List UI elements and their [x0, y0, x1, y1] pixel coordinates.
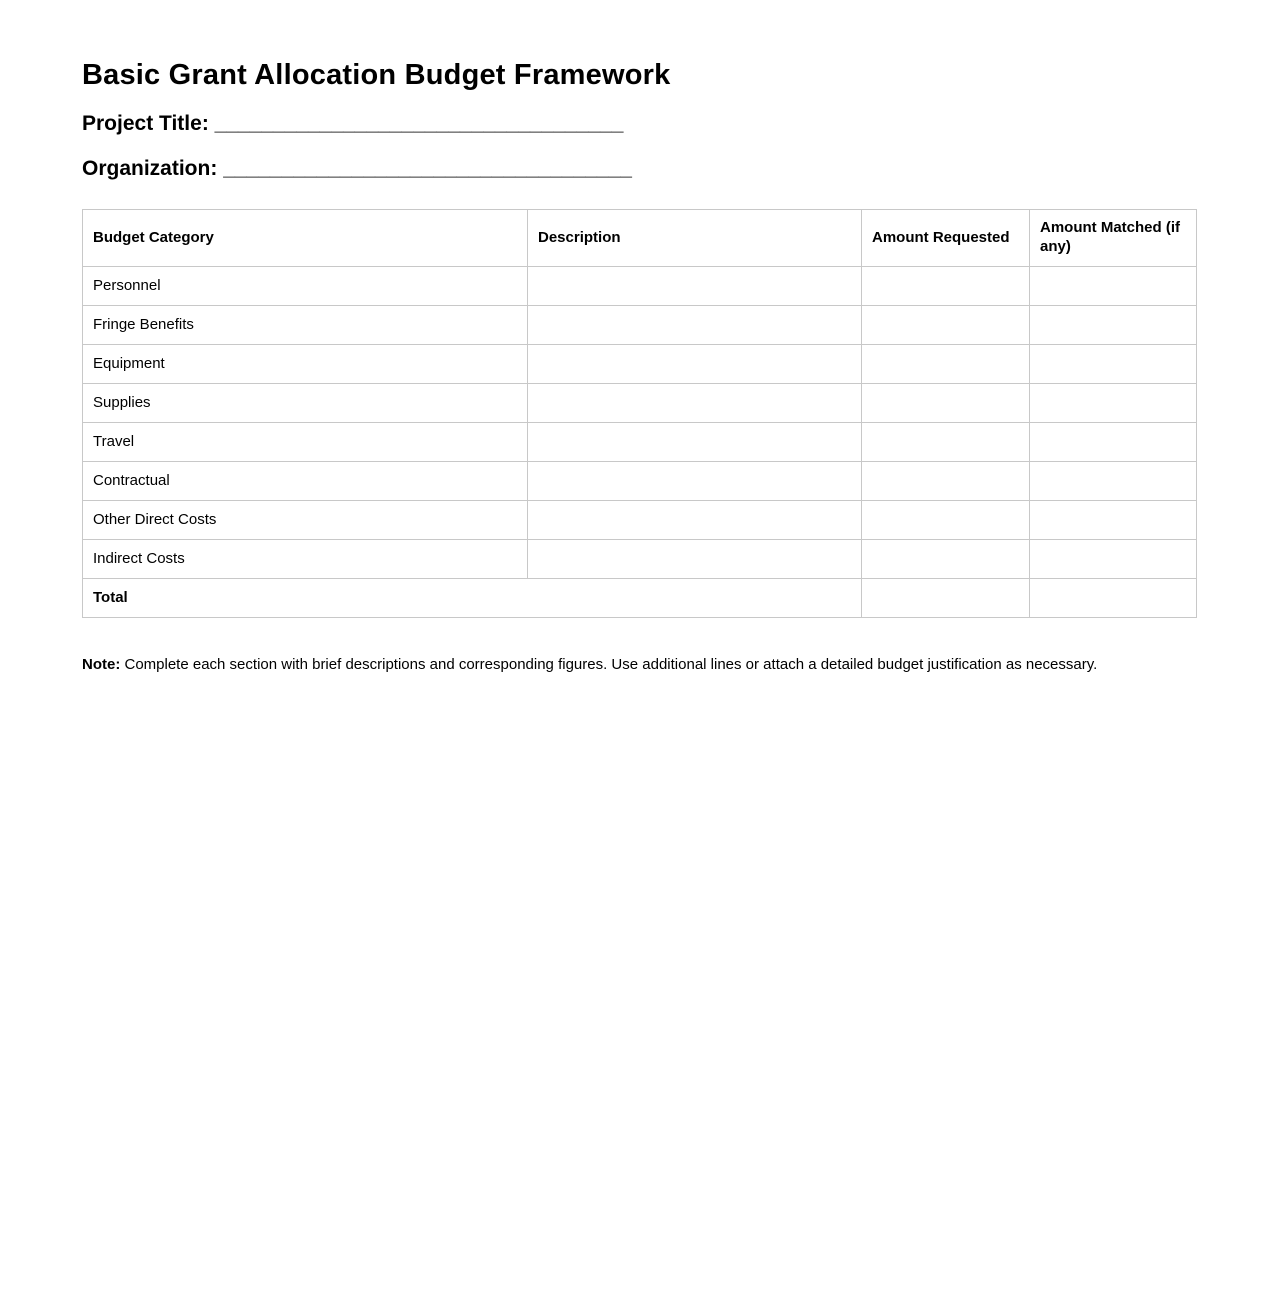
description-cell[interactable]: [528, 306, 862, 345]
header-description: Description: [528, 210, 862, 267]
category-cell: Indirect Costs: [83, 540, 528, 579]
amount-matched-cell[interactable]: [1030, 384, 1197, 423]
amount-requested-cell[interactable]: [862, 540, 1030, 579]
category-cell: Personnel: [83, 267, 528, 306]
description-cell[interactable]: [528, 267, 862, 306]
note-text: Complete each section with brief descriptions and corresponding figures. Use additional lines or attach a detailed budget justification as necessary.: [124, 656, 1098, 674]
amount-matched-cell[interactable]: [1030, 501, 1197, 540]
description-cell[interactable]: [528, 540, 862, 579]
description-cell[interactable]: [528, 384, 862, 423]
table-row: [83, 267, 1197, 306]
amount-requested-cell[interactable]: [862, 384, 1030, 423]
amount-requested-cell[interactable]: [862, 501, 1030, 540]
table-row: [83, 384, 1197, 423]
table-row: [83, 345, 1197, 384]
organization-label: Organization:: [82, 156, 218, 180]
description-cell[interactable]: [528, 423, 862, 462]
description-cell[interactable]: [528, 345, 862, 384]
total-row: [83, 579, 1197, 618]
organization-blank-line[interactable]: ___________________________________: [223, 156, 632, 180]
project-title-label: Project Title:: [82, 111, 209, 135]
organization-row: [82, 156, 1196, 181]
amount-requested-cell[interactable]: [862, 462, 1030, 501]
table-row: [83, 306, 1197, 345]
document-title: Basic Grant Allocation Budget Framework: [82, 59, 671, 91]
table-row: [83, 423, 1197, 462]
table-row: [83, 501, 1197, 540]
project-title-row: [82, 111, 1196, 136]
category-cell: Other Direct Costs: [83, 501, 528, 540]
category-cell: Supplies: [83, 384, 528, 423]
note-label: Note:: [82, 656, 121, 674]
budget-table: [82, 209, 1197, 618]
amount-requested-cell[interactable]: [862, 267, 1030, 306]
amount-matched-cell[interactable]: [1030, 267, 1197, 306]
total-label-cell: Total: [83, 579, 862, 618]
amount-matched-cell[interactable]: [1030, 306, 1197, 345]
description-cell[interactable]: [528, 501, 862, 540]
header-amount-requested: Amount Requested: [862, 210, 1030, 267]
table-row: [83, 462, 1197, 501]
header-amount-matched: Amount Matched (if any): [1030, 210, 1197, 267]
project-title-blank-line[interactable]: ___________________________________: [214, 111, 624, 135]
table-row: [83, 540, 1197, 579]
total-amount-matched-cell[interactable]: [1030, 579, 1197, 618]
amount-matched-cell[interactable]: [1030, 540, 1197, 579]
amount-matched-cell[interactable]: [1030, 423, 1197, 462]
category-cell: Fringe Benefits: [83, 306, 528, 345]
category-cell: Equipment: [83, 345, 528, 384]
footer-note: [82, 656, 1196, 675]
amount-matched-cell[interactable]: [1030, 462, 1197, 501]
description-cell[interactable]: [528, 462, 862, 501]
category-cell: Travel: [83, 423, 528, 462]
category-cell: Contractual: [83, 462, 528, 501]
amount-requested-cell[interactable]: [862, 423, 1030, 462]
header-budget-category: Budget Category: [83, 210, 528, 267]
total-amount-requested-cell[interactable]: [862, 579, 1030, 618]
amount-requested-cell[interactable]: [862, 345, 1030, 384]
amount-requested-cell[interactable]: [862, 306, 1030, 345]
amount-matched-cell[interactable]: [1030, 345, 1197, 384]
table-header-row: [83, 210, 1197, 267]
